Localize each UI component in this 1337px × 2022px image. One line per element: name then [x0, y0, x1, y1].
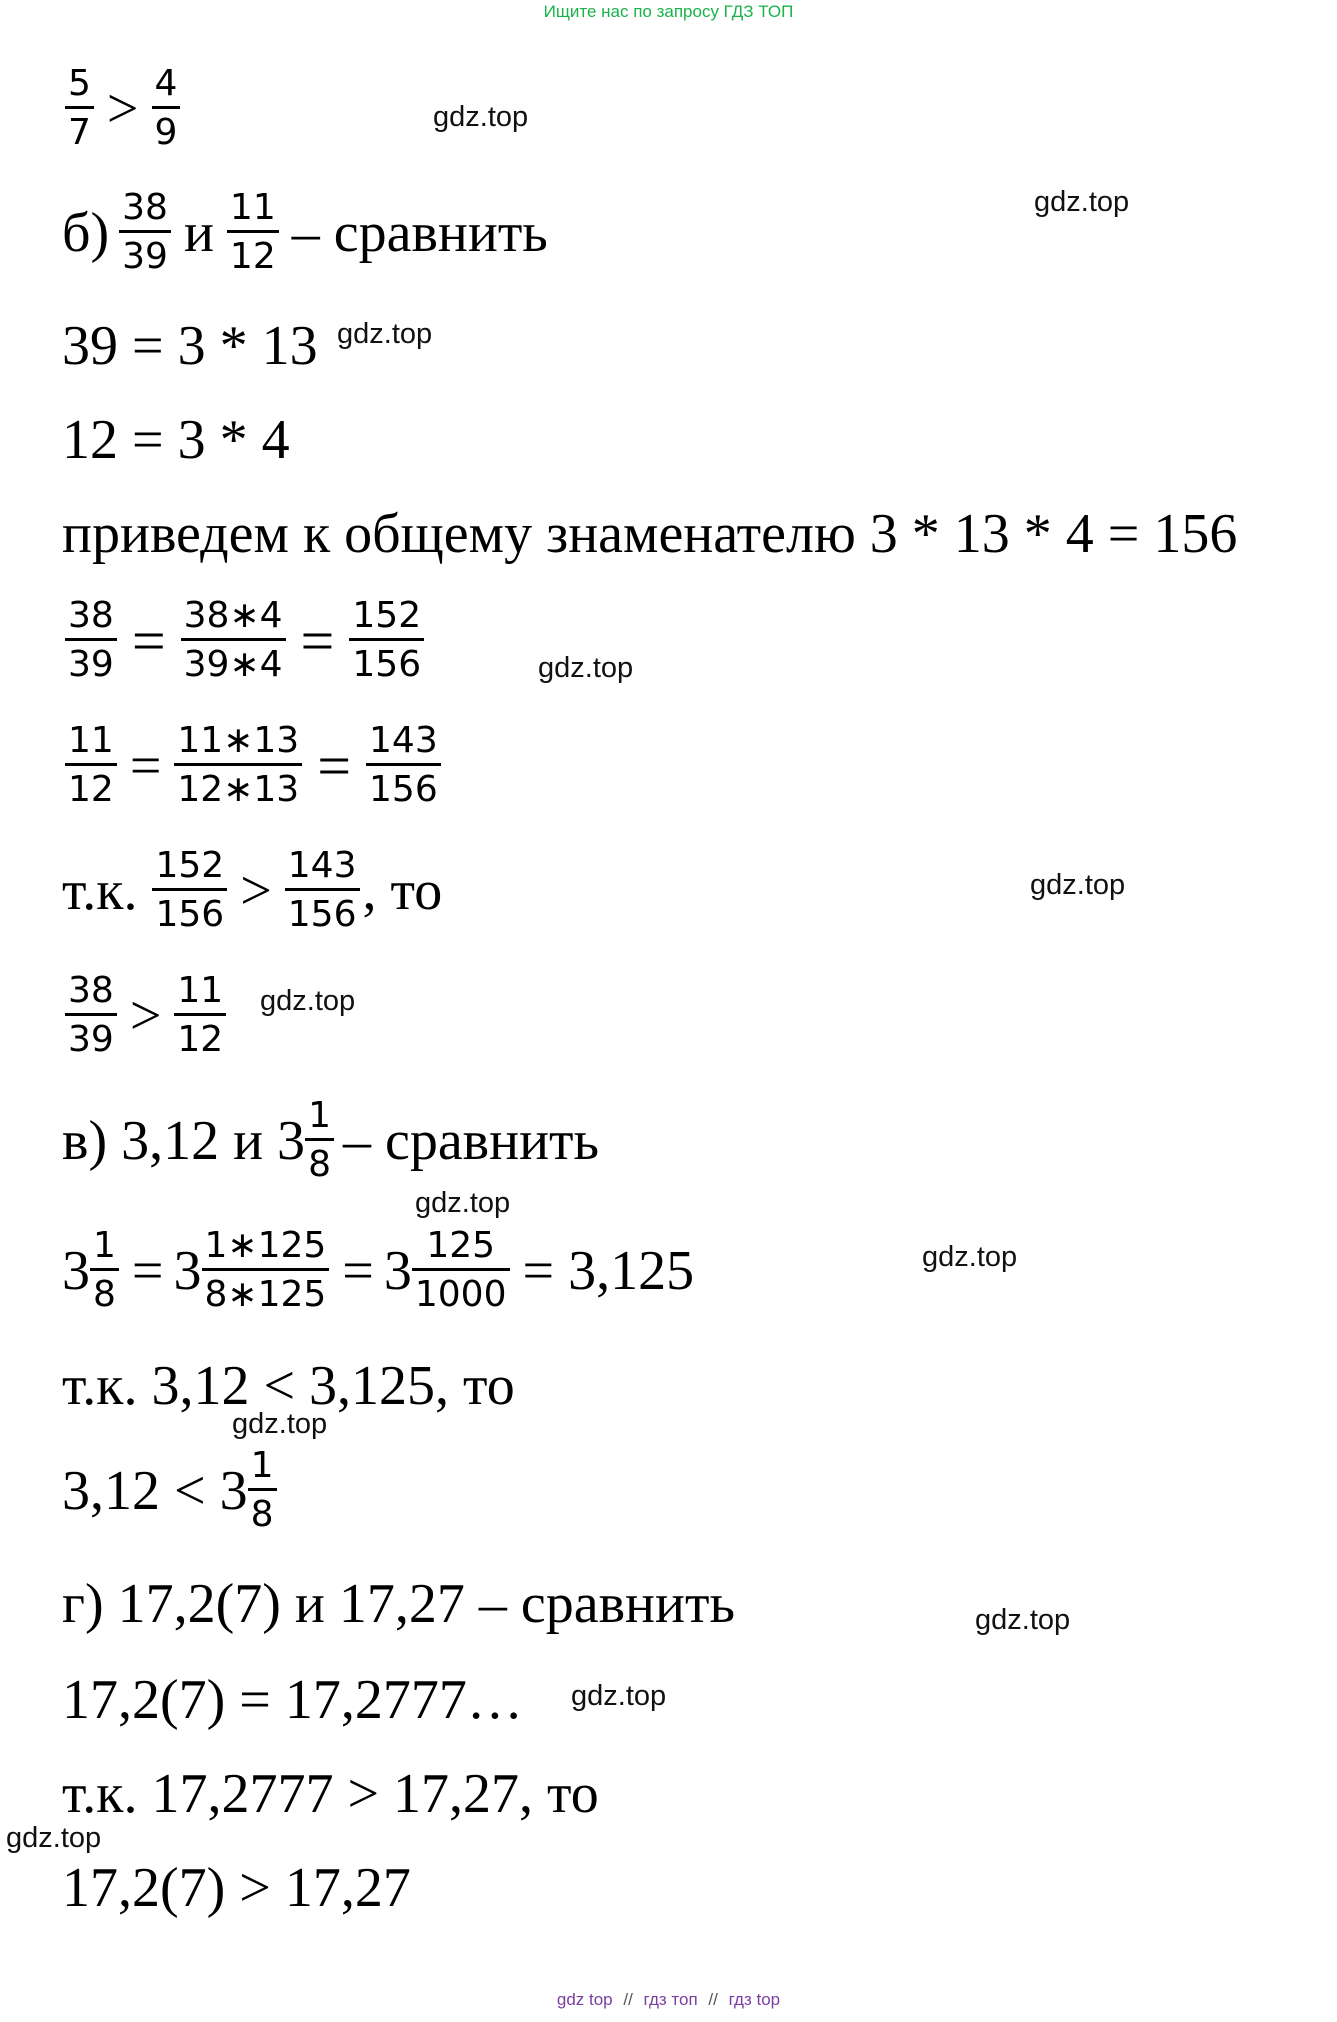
fraction: $\frac{11∗13}{12∗13}$ [174, 721, 302, 811]
watermark: gdz.top [538, 652, 634, 684]
line-16: т.к. 17,2777 > 17,27, то [62, 1763, 599, 1825]
fraction: $\frac{5}{7}$ [65, 64, 94, 154]
watermark: gdz.top [232, 1408, 328, 1440]
fraction: $\frac{11}{12}$ [174, 971, 226, 1061]
fraction: $\frac{1}{8}$ [90, 1226, 119, 1316]
watermark: gdz.top [6, 1822, 102, 1854]
line-4: 12 = 3 * 4 [62, 409, 290, 471]
line-11: 3 $\frac{1}{8}$ = 3 $\frac{1∗125}{8∗125}$ = 3 $\frac{125}{1000}$ = 3,125 [62, 1225, 695, 1316]
search-banner[interactable]: Ищите нас по запросу ГДЗ ТОП [543, 2, 794, 21]
line-14: г) 17,2(7) и 17,27 – сравнить [62, 1573, 735, 1635]
fraction: $\frac{125}{1000}$ [412, 1226, 510, 1316]
fraction: $\frac{152}{156}$ [152, 846, 227, 936]
watermark: gdz.top [1030, 869, 1126, 901]
line-10: в) 3,12 и 3 $\frac{1}{8}$ – сравнить [62, 1095, 600, 1186]
fraction: $\frac{1∗125}{8∗125}$ [202, 1226, 330, 1316]
line-15: 17,2(7) = 17,2777… [62, 1669, 523, 1731]
line-17: 17,2(7) > 17,27 [62, 1857, 411, 1919]
watermark: gdz.top [260, 985, 356, 1017]
fraction: $\frac{38}{39}$ [65, 971, 117, 1061]
watermark: gdz.top [433, 101, 529, 133]
watermark: gdz.top [975, 1604, 1071, 1636]
fraction: $\frac{38}{39}$ [119, 188, 171, 278]
watermark: gdz.top [415, 1187, 511, 1219]
fraction: $\frac{11}{12}$ [227, 188, 279, 278]
fraction: $\frac{38}{39}$ [65, 596, 117, 686]
fraction: $\frac{143}{156}$ [366, 721, 441, 811]
line-9: $\frac{38}{39}$ > $\frac{11}{12}$ [62, 971, 229, 1061]
line-3: 39 = 3 * 13 [62, 315, 318, 377]
line-13: 3,12 < 3 $\frac{1}{8}$ [62, 1446, 280, 1536]
watermark: gdz.top [1034, 186, 1130, 218]
fraction: $\frac{1}{8}$ [305, 1096, 334, 1186]
footer-link-2[interactable]: гдз топ [643, 1990, 698, 2009]
footer-link-3[interactable]: гдз top [728, 1990, 781, 2009]
watermark: gdz.top [337, 318, 433, 350]
fraction: $\frac{4}{9}$ [152, 64, 181, 154]
line-5: приведем к общему знаменателю 3 * 13 * 4 = 156 [62, 503, 1238, 565]
fraction: $\frac{152}{156}$ [349, 596, 424, 686]
watermark: gdz.top [571, 1680, 667, 1712]
line-8: т.к. $\frac{152}{156}$ > $\frac{143}{156}$ , то [62, 845, 443, 936]
footer-link-1[interactable]: gdz top [556, 1990, 613, 2009]
line-12: т.к. 3,12 < 3,125, то [62, 1355, 515, 1417]
fraction: $\frac{38∗4}{39∗4}$ [181, 596, 286, 686]
line-6: $\frac{38}{39}$ = $\frac{38∗4}{39∗4}$ = $\frac{152}{156}$ [62, 596, 427, 686]
watermark: gdz.top [922, 1241, 1018, 1273]
line-2: б) $\frac{38}{39}$ и $\frac{11}{12}$ – сравнить [62, 187, 548, 278]
fraction: $\frac{1}{8}$ [248, 1446, 277, 1536]
fraction: $\frac{143}{156}$ [285, 846, 360, 936]
fraction: $\frac{11}{12}$ [65, 721, 117, 811]
line-7: $\frac{11}{12}$ = $\frac{11∗13}{12∗13}$ = $\frac{143}{156}$ [62, 721, 444, 811]
footer-links: gdz top // гдз топ // гдз top [556, 1990, 781, 2009]
line-1: $\frac{5}{7}$ > $\frac{4}{9}$ [62, 64, 183, 154]
